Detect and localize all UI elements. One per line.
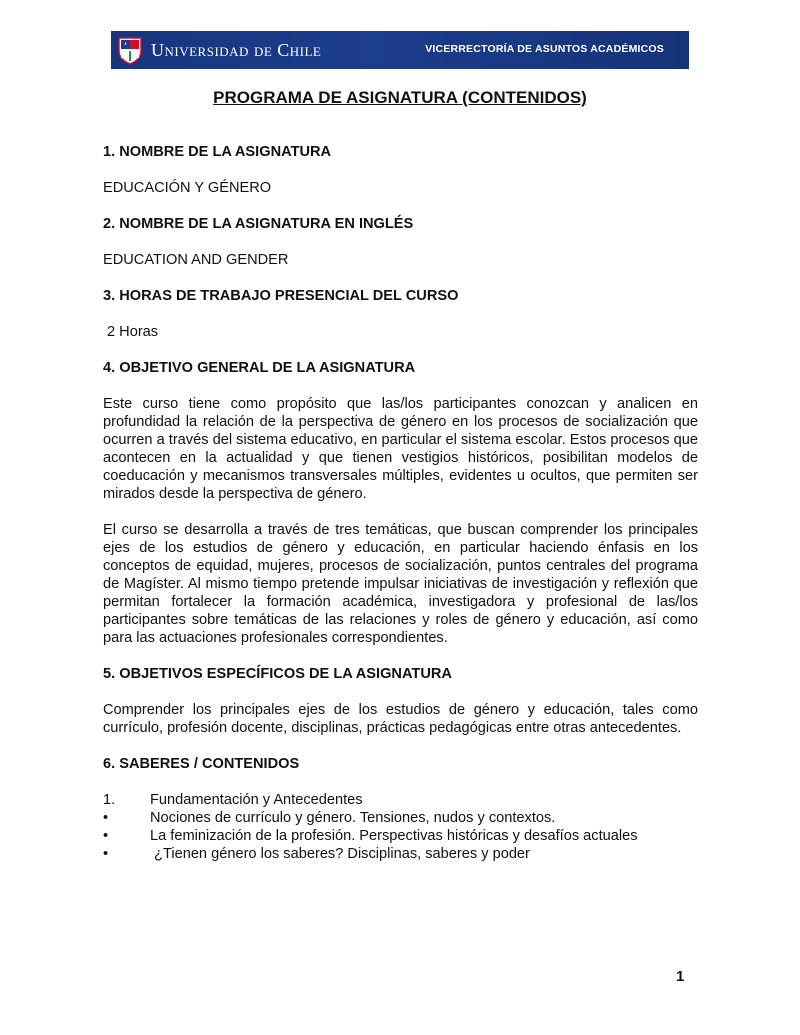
course-name-english: EDUCATION AND GENDER — [103, 252, 289, 268]
list-item-text: Fundamentación y Antecedentes — [150, 792, 363, 808]
section-6-heading: 6. SABERES / CONTENIDOS — [103, 756, 300, 772]
list-marker: • — [103, 810, 109, 826]
section-1-heading: 1. NOMBRE DE LA ASIGNATURA — [103, 144, 332, 160]
list-marker: • — [103, 846, 109, 862]
general-objective-paragraph-1: Este curso tiene como propósito que las/los participantes conozcan y analicen en profundidad la relación de la perspectiva de género en los procesos de socialización que ocurren a través del sistema educativo, en particular el sistema escolar. Estos procesos que acontecen en la actualidad y que tienen vestigios históricos, posibilitan modelos de coeducación y mecanismos transversales múltiples, evidentes u ocultos, que permiten ser mirados desde la perspectiva de género. — [103, 396, 698, 502]
course-name: EDUCACIÓN Y GÉNERO — [103, 180, 272, 196]
university-crest-icon — [117, 35, 143, 65]
list-item — [103, 827, 698, 845]
specific-objectives-paragraph: Comprender los principales ejes de los estudios de género y educación, tales como currículo, profesión docente, disciplinas, prácticas pedagógicas entre otras antecedentes. — [103, 702, 698, 736]
general-objective-paragraph-2: El curso se desarrolla a través de tres temáticas, que buscan comprender los principales ejes de los estudios de género y educación, en particular haciendo énfasis en los conceptos de equidad, mujeres, procesos de socialización, puntos centrales del programa de Magíster. Al mismo tiempo pretende impulsar iniciativas de investigación y reflexión que permitan fortalecer la formación académica, investigadora y profesional de las/los participantes sobre temáticas de las relaciones y roles de género y educación, así como para las actuaciones profesionales correspondientes. — [103, 522, 698, 646]
document-body — [103, 143, 698, 863]
section-4-heading: 4. OBJETIVO GENERAL DE LA ASIGNATURA — [103, 360, 416, 376]
list-item — [103, 809, 698, 827]
vicerrectoria-name: VICERRECTORÍA DE ASUNTOS ACADÉMICOS — [425, 43, 664, 55]
list-item — [103, 791, 698, 809]
list-item-text: ¿Tienen género los saberes? Disciplinas, saberes y poder — [150, 846, 530, 862]
header-banner — [111, 31, 689, 69]
list-item-text: La feminización de la profesión. Perspectivas históricas y desafíos actuales — [150, 828, 638, 844]
course-hours: 2 Horas — [107, 324, 159, 340]
page-title: PROGRAMA DE ASIGNATURA (CONTENIDOS) — [213, 88, 587, 107]
list-marker: • — [103, 828, 109, 844]
section-3-heading: 3. HORAS DE TRABAJO PRESENCIAL DEL CURSO — [103, 288, 459, 304]
contents-list — [103, 791, 698, 863]
list-marker: 1. — [103, 792, 116, 808]
section-5-heading: 5. OBJETIVOS ESPECÍFICOS DE LA ASIGNATURA — [103, 666, 452, 682]
page-number: 1 — [676, 968, 685, 985]
section-2-heading: 2. NOMBRE DE LA ASIGNATURA EN INGLÉS — [103, 216, 414, 232]
university-name: Universidad de Chile — [151, 40, 322, 60]
list-item — [103, 845, 698, 863]
list-item-text: Nociones de currículo y género. Tensiones, nudos y contextos. — [150, 810, 556, 826]
